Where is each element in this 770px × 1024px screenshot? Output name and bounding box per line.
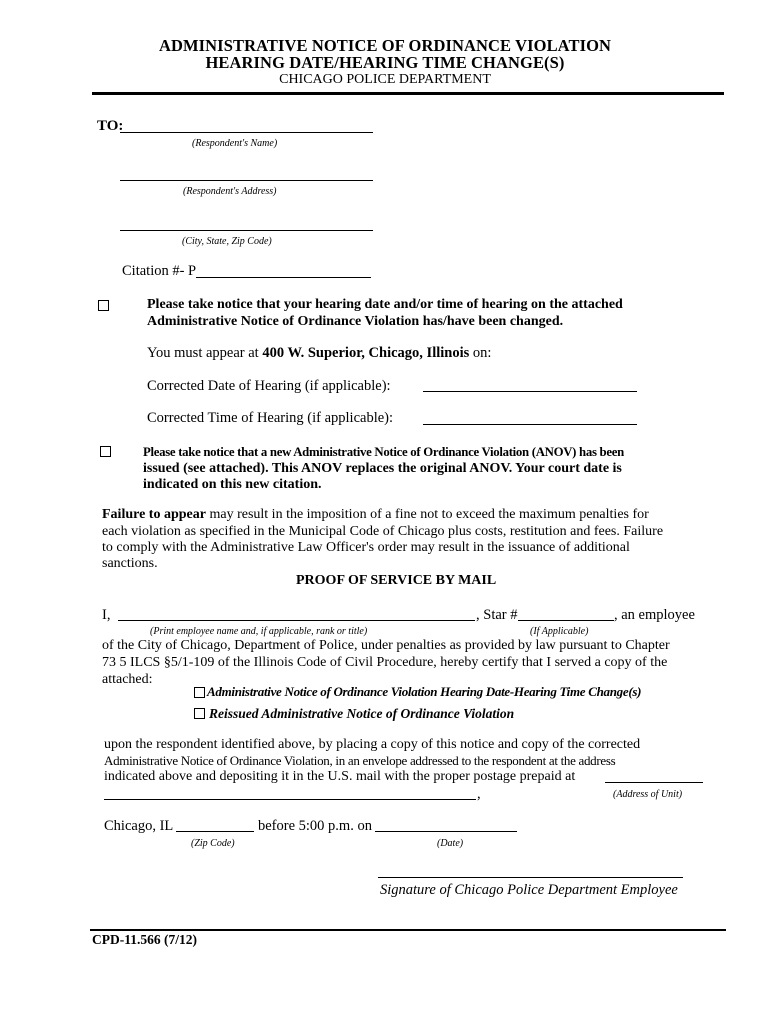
hearing-change-checkbox[interactable]	[98, 300, 109, 311]
print-name-caption: (Print employee name and, if applicable, rank or title)	[150, 626, 368, 637]
i-label: I,	[102, 607, 111, 623]
failure-lead: Failure to appear	[102, 507, 206, 522]
option1-notice-line2: Administrative Notice of Ordinance Violation has/have been changed.	[147, 314, 564, 329]
served-item1-label: Administrative Notice of Ordinance Violation Hearing Date-Hearing Time Change(s)	[207, 684, 642, 699]
address-of-unit-caption: (Address of Unit)	[613, 789, 683, 800]
respondent-name-field[interactable]	[120, 132, 373, 133]
failure-line3: to comply with the Administrative Law Officer's order may result in the issuance of additional	[102, 540, 630, 555]
corrected-date-field[interactable]	[423, 391, 637, 392]
proof-body-line2: 73 5 ILCS §5/1-109 of the Illinois Code of Civil Procedure, hereby certify that I served a copy of the	[102, 655, 668, 670]
option2-notice-line3: indicated on this new citation.	[143, 477, 322, 492]
failure-line2: each violation as specified in the Municipal Code of Chicago plus costs, restitution and fees. Failure	[102, 524, 664, 539]
form-title-line2: HEARING DATE/HEARING TIME CHANGE(S)	[205, 53, 565, 72]
respondent-address-caption: (Respondent's Address)	[183, 186, 277, 197]
department-name: CHICAGO POLICE DEPARTMENT	[279, 72, 491, 87]
employee-suffix: , an employee	[614, 607, 695, 623]
to-label: TO:	[97, 118, 124, 134]
before-time-label: before 5:00 p.m. on	[258, 818, 372, 834]
mail-line3: indicated above and depositing it in the U.S. mail with the proper postage prepaid at	[104, 769, 576, 784]
proof-body-line3: attached:	[102, 672, 153, 687]
city-state-zip-field[interactable]	[120, 230, 373, 231]
citation-number-field[interactable]	[196, 277, 371, 278]
star-label: , Star #	[476, 607, 518, 623]
form-title-line1: ADMINISTRATIVE NOTICE OF ORDINANCE VIOLATION	[158, 36, 612, 55]
served-item2-label: Reissued Administrative Notice of Ordinance Violation	[209, 706, 515, 721]
star-number-field[interactable]	[518, 620, 614, 621]
appear-prefix: You must appear at	[147, 345, 263, 361]
option1-notice-line1: Please take notice that your hearing date and/or time of hearing on the attached	[147, 297, 623, 312]
unit-address-field-part1[interactable]	[605, 782, 703, 783]
header-divider	[92, 92, 724, 95]
employee-name-field[interactable]	[118, 620, 475, 621]
option2-notice-line2: issued (see attached). This ANOV replaces the original ANOV. Your court date is	[143, 461, 622, 476]
new-anov-checkbox[interactable]	[100, 446, 111, 457]
option2-notice-line1: Please take notice that a new Administrative Notice of Ordinance Violation (ANOV) has been	[143, 445, 624, 459]
mailing-date-field[interactable]	[375, 831, 517, 832]
mail-line1: upon the respondent identified above, by placing a copy of this notice and copy of the corrected	[104, 737, 641, 752]
corrected-time-field[interactable]	[423, 424, 637, 425]
reissued-anov-served-checkbox[interactable]	[194, 708, 205, 719]
unit-address-field-part2[interactable]	[104, 799, 476, 800]
respondent-name-caption: (Respondent's Name)	[192, 138, 278, 149]
appear-suffix: on:	[469, 345, 492, 361]
corrected-date-label: Corrected Date of Hearing (if applicable):	[147, 378, 391, 394]
form-number: CPD-11.566 (7/12)	[92, 932, 197, 947]
failure-line1-rest: may result in the imposition of a fine not to exceed the maximum penalties for	[205, 507, 649, 522]
respondent-address-field[interactable]	[120, 180, 373, 181]
address-comma: ,	[477, 786, 481, 802]
failure-line1	[102, 507, 649, 523]
failure-line4: sanctions.	[102, 556, 158, 571]
proof-heading: PROOF OF SERVICE BY MAIL	[296, 573, 497, 588]
mail-line2: Administrative Notice of Ordinance Violation, in an envelope addressed to the respondent at the address	[104, 753, 616, 768]
footer-divider	[90, 929, 726, 931]
city-state-zip-caption: (City, State, Zip Code)	[182, 236, 272, 247]
signature-label: Signature of Chicago Police Department Employee	[380, 882, 678, 898]
hearing-change-served-checkbox[interactable]	[194, 687, 205, 698]
proof-body-line1: of the City of Chicago, Department of Police, under penalties as provided by law pursuant to Chapter	[102, 638, 670, 653]
chicago-il-label: Chicago, IL	[104, 818, 174, 834]
corrected-time-label: Corrected Time of Hearing (if applicable):	[147, 410, 394, 426]
if-applicable-caption: (If Applicable)	[530, 626, 589, 637]
appear-location: 400 W. Superior, Chicago, Illinois	[262, 345, 470, 361]
appear-statement	[147, 345, 491, 362]
zip-code-caption: (Zip Code)	[191, 838, 235, 849]
signature-field[interactable]	[378, 877, 683, 878]
citation-label: Citation #- P	[122, 263, 197, 279]
date-caption: (Date)	[437, 838, 464, 849]
zip-code-field[interactable]	[176, 831, 254, 832]
